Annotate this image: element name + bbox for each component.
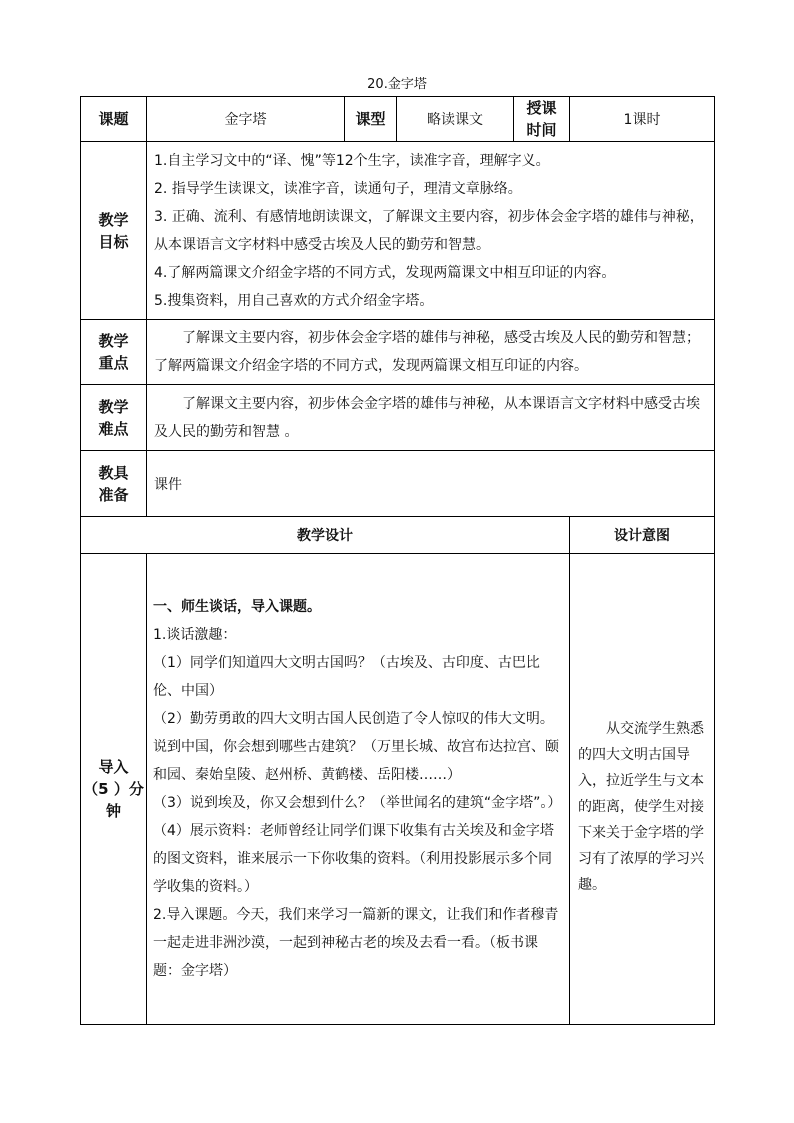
intro-line: 2.导入课题。今天，我们来学习一篇新的课文，让我们和作者穆青一起走进非洲沙漠，一起到神秘古老的埃及去看一看。（板书课题：金字塔）: [153, 907, 559, 979]
key-points-content: [147, 320, 715, 385]
type-value: 略读课文: [397, 97, 514, 142]
topic-value: 金字塔: [147, 97, 345, 142]
goal-item: 1.自主学习文中的“译、愧”等12个生字，读准字音，理解字义。: [154, 152, 550, 169]
intro-design-content: [147, 554, 570, 1025]
goals-label-line-1: 教学: [98, 210, 129, 229]
goal-item: 2. 指导学生读课文，读准字音，读通句子，理清文章脉络。: [154, 180, 522, 197]
lesson-plan-table: [80, 96, 715, 1025]
type-label: 课型: [345, 97, 397, 142]
document-title: 20.金字塔: [367, 77, 427, 92]
materials-row: [81, 451, 715, 517]
goal-item: 4.了解两篇课文介绍金字塔的不同方式，发现两篇课文中相互印证的内容。: [154, 264, 616, 281]
intro-line: 1.谈话激趣：: [153, 627, 237, 643]
difficulties-text: 了解课文主要内容，初步体会金字塔的雄伟与神秘，从本课语言文字材料中感受古埃及人民的勤劳和智慧 。: [154, 395, 700, 440]
intro-line: （1）同学们知道四大文明古国吗？（古埃及、古印度、古巴比伦、中国）: [153, 655, 540, 699]
time-label-line-2: 时间: [526, 121, 557, 139]
intro-intent: 从交流学生熟悉的四大文明古国导入，拉近学生与文本的距离，使学生对接下来关于金字塔的学习有了浓厚的学习兴趣。: [570, 554, 715, 1025]
key-points-label-line-1: 教学: [98, 332, 129, 350]
intro-heading: 一、师生谈话，导入课题。: [153, 599, 321, 615]
intro-label: [81, 554, 147, 1025]
materials-label: [81, 451, 147, 517]
time-label: [514, 97, 570, 142]
difficulties-label-line-2: 难点: [98, 419, 129, 438]
time-label-line-1: 授课: [526, 99, 557, 117]
key-points-text: 了解课文主要内容，初步体会金字塔的雄伟与神秘，感受古埃及人民的勤劳和智慧；了解两篇课文介绍金字塔的不同方式，发现两篇课文相互印证的内容。: [154, 330, 700, 374]
materials-label-line-1: 教具: [98, 463, 129, 482]
goals-label-line-2: 目标: [98, 232, 129, 251]
difficulties-label: [81, 385, 147, 451]
intro-label-line-2: （5 ）分: [83, 780, 144, 798]
intro-label-line-1: 导入: [98, 758, 129, 776]
intro-line: （4）展示资料：老师曾经让同学们课下收集有古关埃及和金字塔的图文资料，谁来展示一下你收集的资料。（利用投影展示多个同学收集的资料。）: [153, 823, 554, 895]
intro-label-line-3: 钟: [105, 802, 121, 820]
intro-line: （2）勤劳勇敢的四大文明古国人民创造了令人惊叹的伟大文明。说到中国，你会想到哪些古建筑？（万里长城、故宫布达拉宫、颐和园、秦始皇陵、赵州桥、黄鹤楼、岳阳楼……）: [153, 711, 559, 783]
materials-content: 课件: [147, 451, 715, 517]
goal-item: 3. 正确、流利、有感情地朗读课文，了解课文主要内容，初步体会金字塔的雄伟与神秘，从本课语言文字材料中感受古埃及人民的勤劳和智慧。: [154, 208, 704, 253]
key-points-label-line-2: 重点: [98, 354, 129, 372]
intent-header: 设计意图: [570, 517, 715, 554]
difficulties-row: [81, 385, 715, 451]
design-header-row: [81, 517, 715, 554]
key-points-label: [81, 320, 147, 385]
intro-line: （3）说到埃及，你又会想到什么？（举世闻名的建筑“金字塔”。）: [153, 795, 562, 811]
difficulties-label-line-1: 教学: [98, 397, 129, 416]
intro-row: [81, 554, 715, 1025]
time-value: 1课时: [570, 97, 715, 142]
difficulties-content: [147, 385, 715, 451]
design-header: 教学设计: [81, 517, 570, 554]
goal-item: 5.搜集资料，用自己喜欢的方式介绍金字塔。: [154, 292, 434, 309]
key-points-row: [81, 320, 715, 385]
goals-label: [81, 142, 147, 320]
goals-content: [147, 142, 715, 320]
topic-label: 课题: [81, 97, 147, 142]
goals-row: [81, 142, 715, 320]
materials-label-line-2: 准备: [98, 485, 129, 504]
header-row: [81, 97, 715, 142]
